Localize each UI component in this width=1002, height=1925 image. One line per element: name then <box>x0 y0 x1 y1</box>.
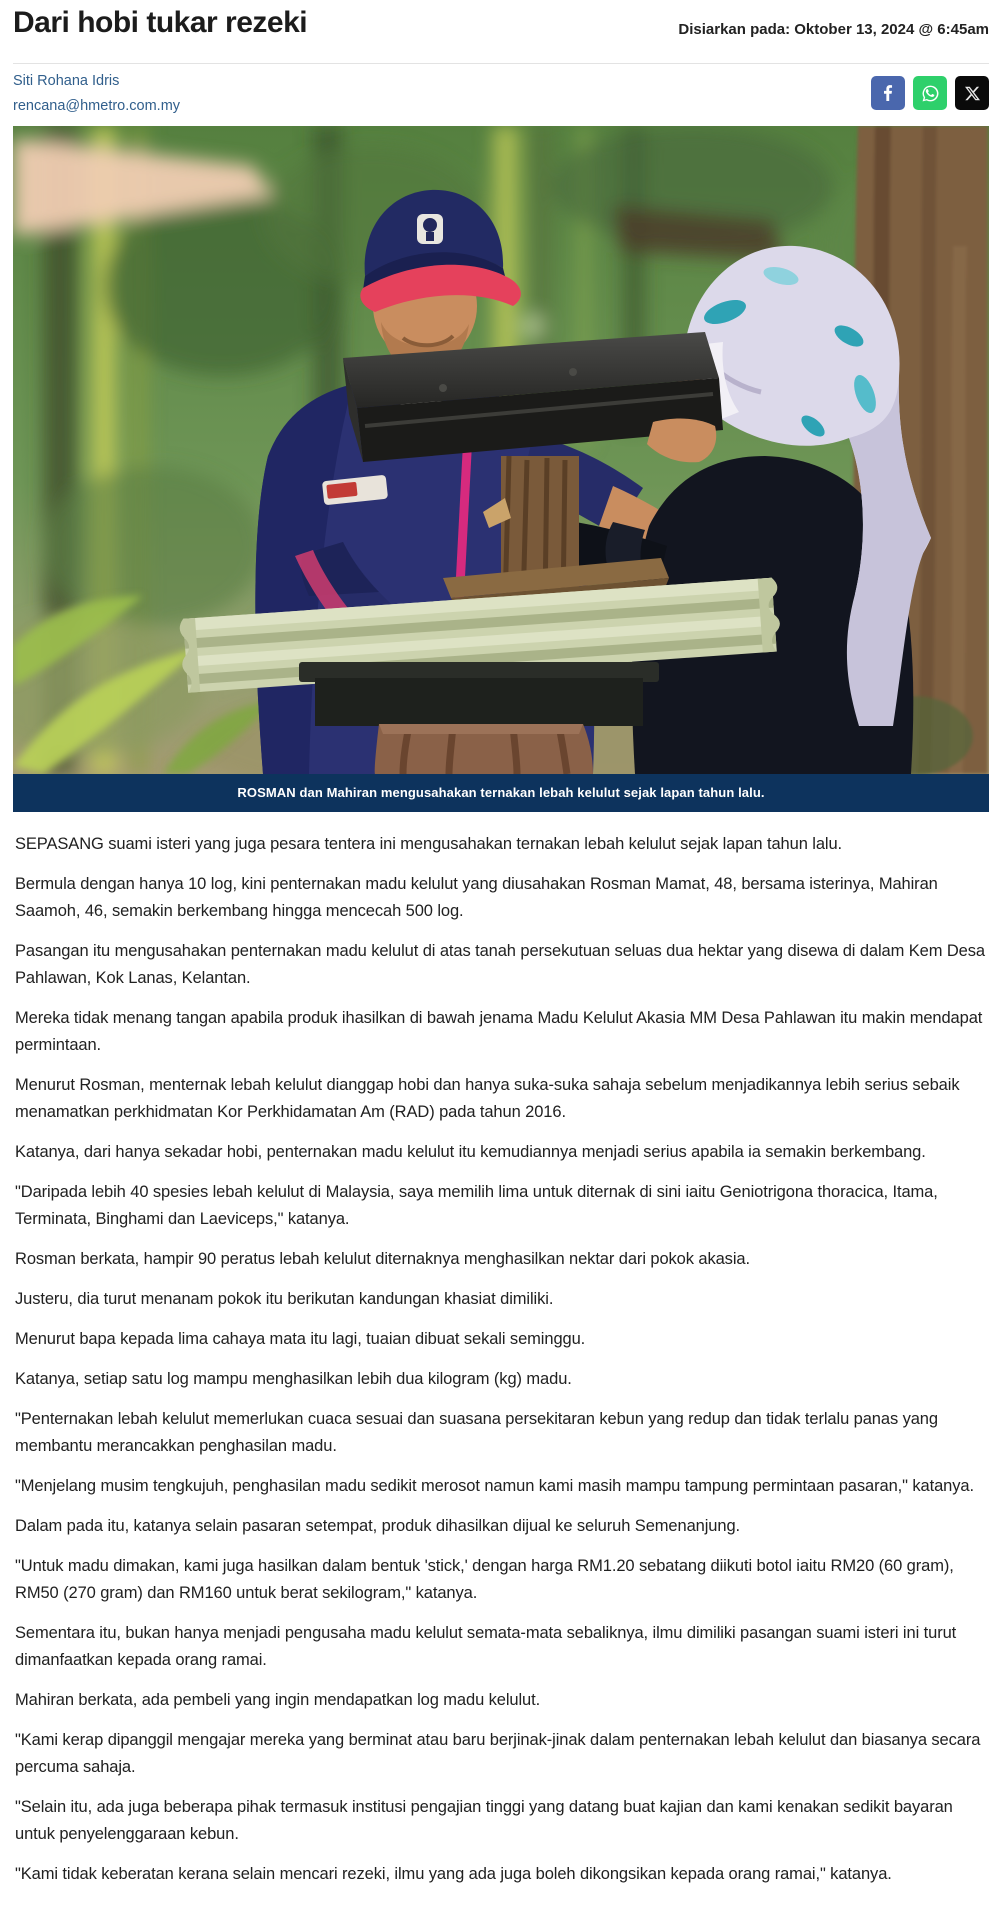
article-header <box>13 6 989 41</box>
article-paragraph: "Kami kerap dipanggil mengajar mereka yang berminat atau baru berjinak-jinak dalam penternakan lebah kelulut dan biasanya secara percuma sahaja. <box>15 1730 981 1776</box>
x-share-button[interactable] <box>955 76 989 110</box>
author-email-link[interactable]: rencana@hmetro.com.my <box>13 97 181 114</box>
article-figure <box>13 126 989 812</box>
facebook-share-button[interactable] <box>871 76 905 110</box>
article-paragraph: Menurut bapa kepada lima cahaya mata itu lagi, tuaian dibuat sekali seminggu. <box>15 1329 586 1348</box>
whatsapp-icon <box>921 84 940 103</box>
article-paragraph: "Menjelang musim tengkujuh, penghasilan madu sedikit merosot namun kami masih mampu tampung permintaan pasaran," katanya. <box>15 1476 974 1495</box>
article-body <box>13 831 989 1888</box>
article-paragraph: SEPASANG suami isteri yang juga pesara tentera ini mengusahakan ternakan lebah kelulut sejak lapan tahun lalu. <box>15 834 843 853</box>
article-paragraph: Pasangan itu mengusahakan penternakan madu kelulut di atas tanah persekutuan seluas dua hektar yang disewa di dalam Kem Desa Pahlawan, Kok Lanas, Kelantan. <box>15 941 985 987</box>
article-paragraph: "Selain itu, ada juga beberapa pihak termasuk institusi pengajian tinggi yang datang buat kajian dan kami kenakan sedikit bayaran untuk penyelenggaraan kebun. <box>15 1797 953 1843</box>
article-paragraph: Bermula dengan hanya 10 log, kini penternakan madu kelulut yang diusahakan Rosman Mamat, 48, bersama isterinya, Mahiran Saamoh, 46, semakin berkembang hingga mencecah 500 log. <box>15 874 938 920</box>
share-buttons <box>871 76 989 110</box>
article-paragraph: Justeru, dia turut menanam pokok itu berikutan kandungan khasiat dimiliki. <box>15 1289 554 1308</box>
article-paragraph: Mahiran berkata, ada pembeli yang ingin mendapatkan log madu kelulut. <box>15 1690 541 1709</box>
article-paragraph: Menurut Rosman, menternak lebah kelulut dianggap hobi dan hanya suka-suka sahaja sebelum menjadikannya lebih serius sebaik menamatkan perkhidmatan Kor Perkhidamatan Am (RAD) pada tahun 2016. <box>15 1075 960 1121</box>
article-paragraph: Rosman berkata, hampir 90 peratus lebah kelulut diternaknya menghasilkan nektar dari pokok akasia. <box>15 1249 750 1268</box>
facebook-icon <box>880 85 896 101</box>
article-paragraph: "Penternakan lebah kelulut memerlukan cuaca sesuai dan suasana persekitaran kebun yang redup dan tidak terlalu panas yang membantu merancakkan penghasilan madu. <box>15 1409 938 1455</box>
article-paragraph: "Kami tidak keberatan kerana selain mencari rezeki, ilmu yang ada juga boleh dikongsikan kepada orang ramai," katanya. <box>15 1864 892 1883</box>
byline-row <box>13 73 989 114</box>
header-divider <box>13 63 989 64</box>
article-paragraph: Katanya, setiap satu log mampu menghasilkan lebih dua kilogram (kg) madu. <box>15 1369 572 1388</box>
article-paragraph: "Daripada lebih 40 spesies lebah kelulut di Malaysia, saya memilih lima untuk diternak di sini iaitu Geniotrigona thoracica, Itama, Terminata, Binghami dan Laeviceps," katanya. <box>15 1182 938 1228</box>
whatsapp-share-button[interactable] <box>913 76 947 110</box>
x-icon <box>965 86 980 101</box>
byline <box>13 73 180 114</box>
author-name: Siti Rohana Idris <box>13 72 120 89</box>
article-paragraph: Mereka tidak menang tangan apabila produk ihasilkan di bawah jenama Madu Kelulut Akasia MM Desa Pahlawan itu makin mendapat permintaan. <box>15 1008 983 1054</box>
article-paragraph: Sementara itu, bukan hanya menjadi pengusaha madu kelulut semata-mata sebaliknya, ilmu dimiliki pasangan suami isteri ini turut dimanfaatkan kepada orang ramai. <box>15 1623 957 1669</box>
article-paragraph: "Untuk madu dimakan, kami juga hasilkan dalam bentuk 'stick,' dengan harga RM1.20 sebatang diikuti botol iaitu RM20 (60 gram), RM50 (270 gram) dan RM160 untuk berat sekilogram," katanya. <box>15 1556 954 1602</box>
article-paragraph: Katanya, dari hanya sekadar hobi, penternakan madu kelulut itu kemudiannya menjadi serius apabila ia semakin berkembang. <box>15 1142 926 1161</box>
page-title: Dari hobi tukar rezeki <box>13 6 308 39</box>
article-photo-illustration <box>13 126 989 774</box>
photo-caption: ROSMAN dan Mahiran mengusahakan ternakan lebah kelulut sejak lapan tahun lalu. <box>13 774 989 812</box>
publish-date: Disiarkan pada: Oktober 13, 2024 @ 6:45am <box>678 20 989 38</box>
article-paragraph: Dalam pada itu, katanya selain pasaran setempat, produk dihasilkan dijual ke seluruh Semenanjung. <box>15 1516 741 1535</box>
